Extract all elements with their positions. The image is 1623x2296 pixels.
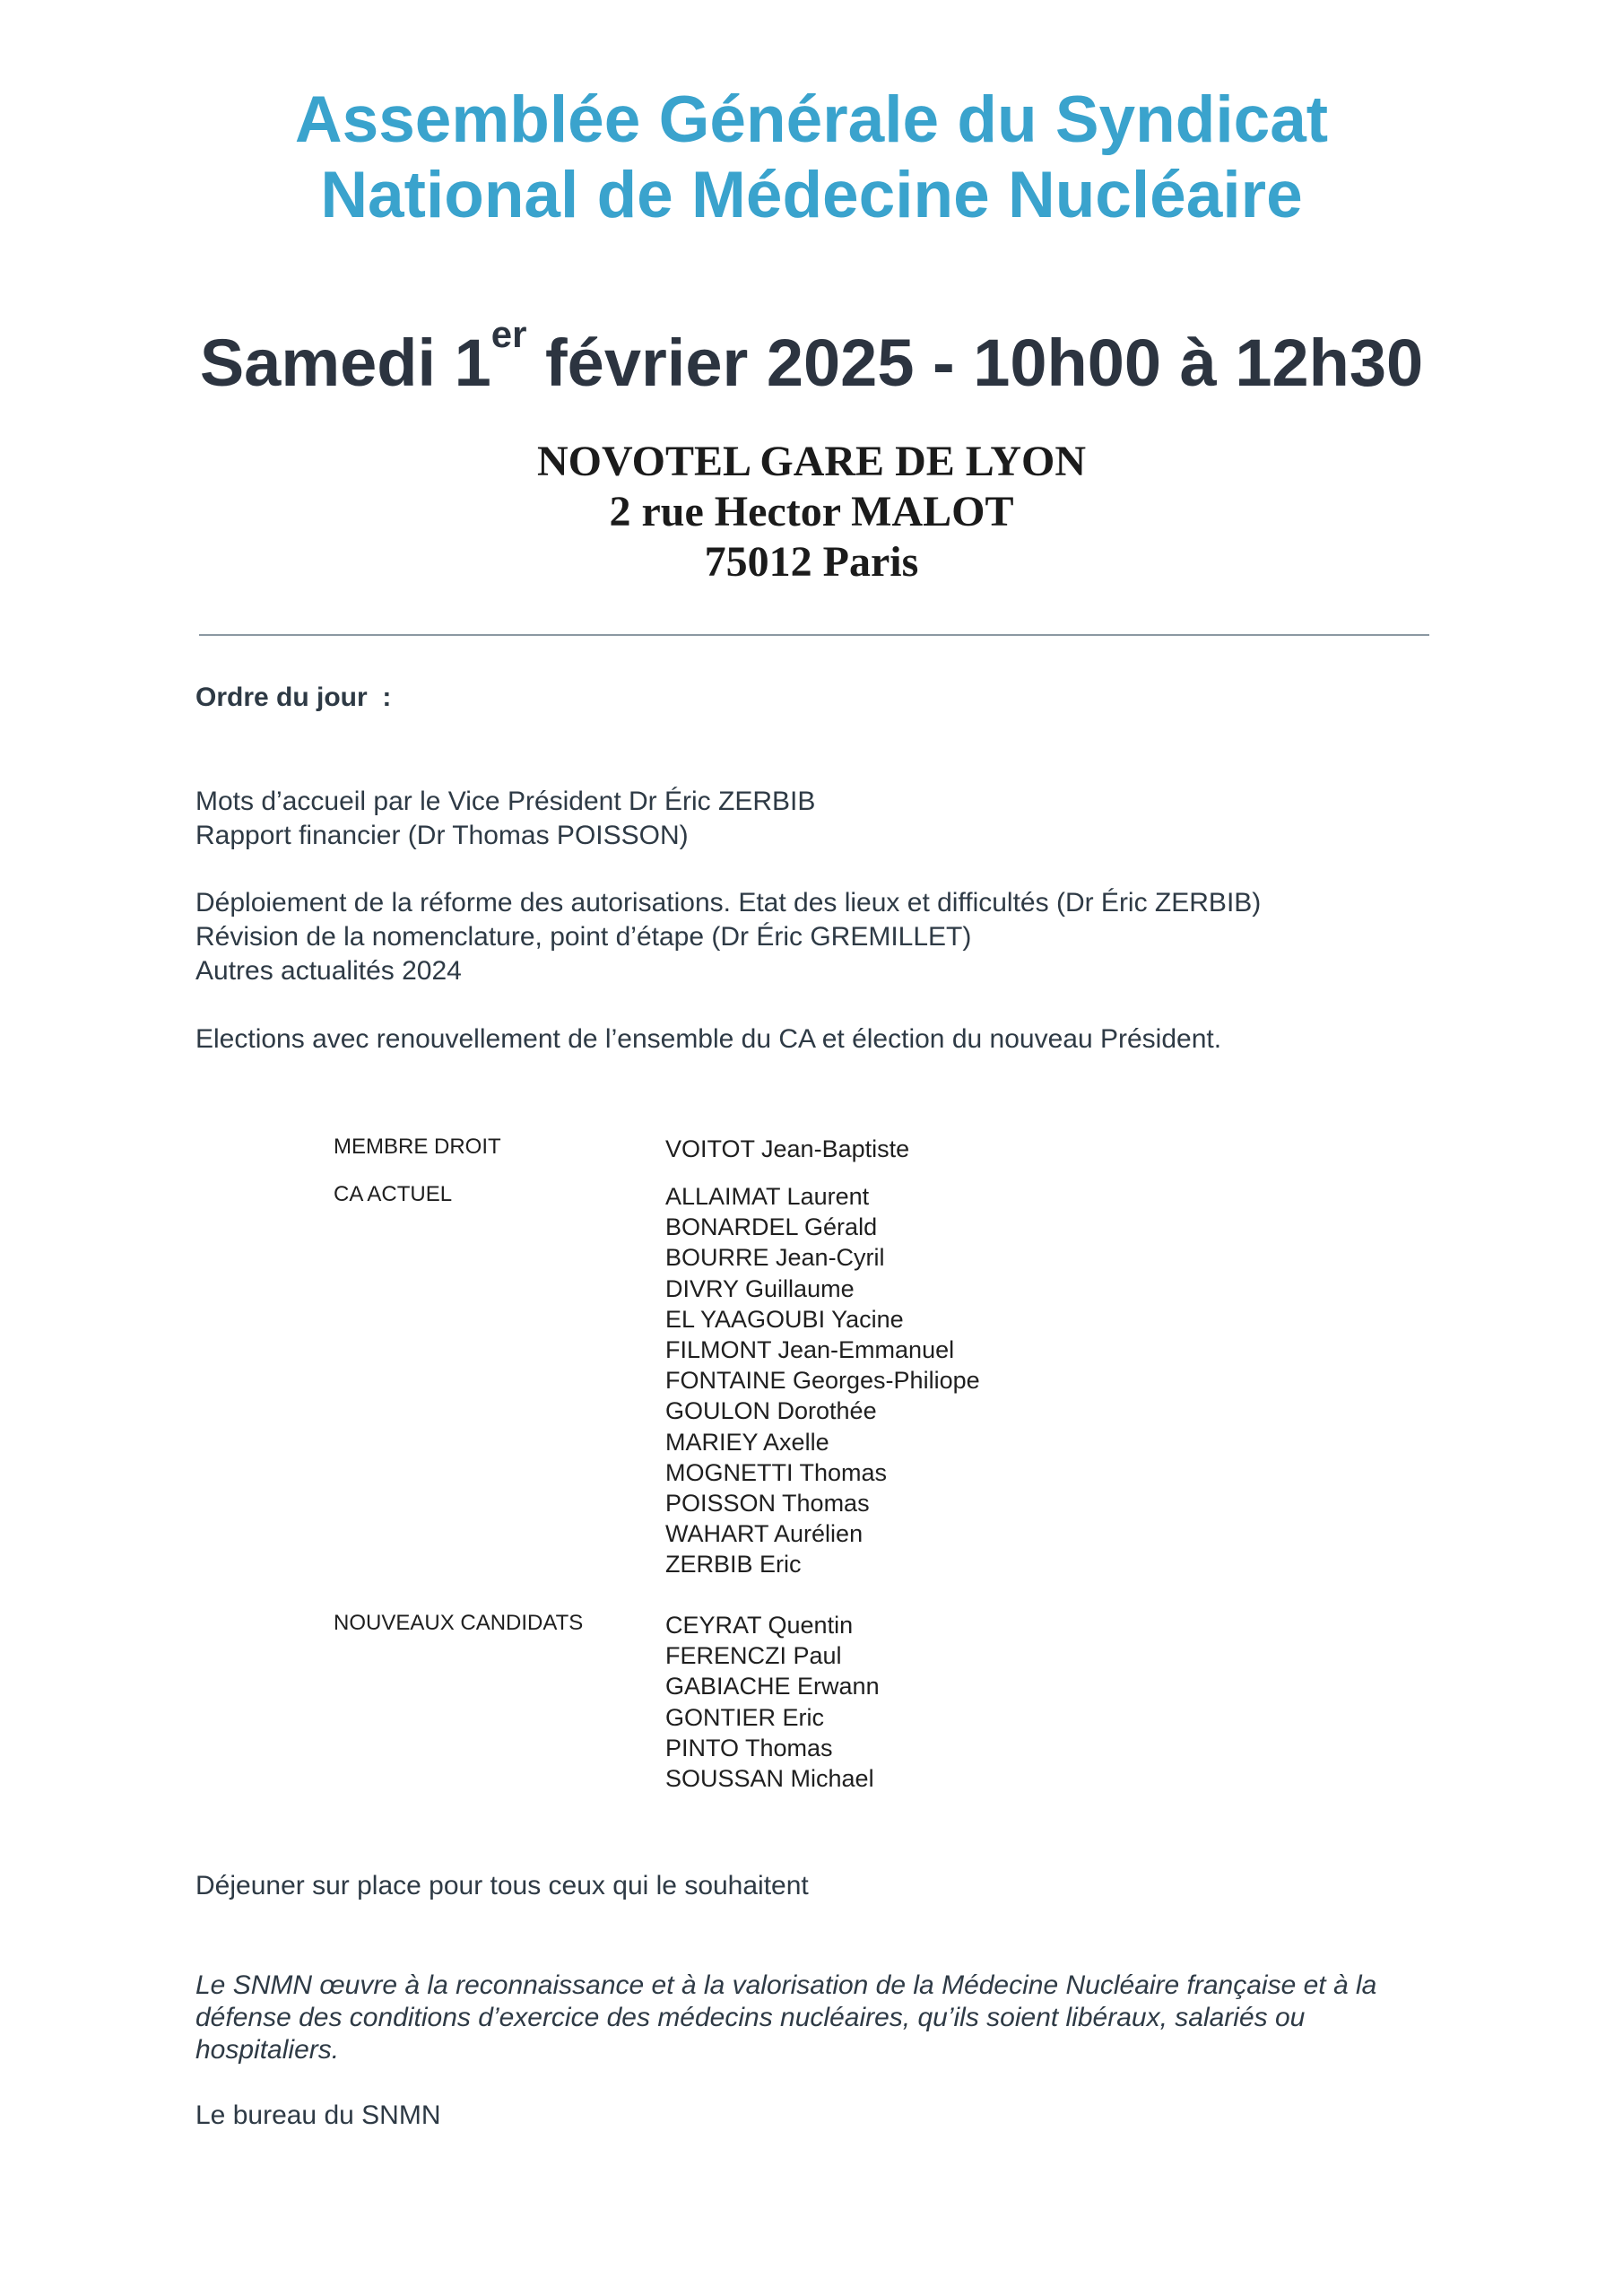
title-line-2: National de Médecine Nucléaire [320,159,1303,231]
member-name: VOITOT Jean-Baptiste [665,1135,910,1162]
member-name: PINTO Thomas [665,1734,833,1761]
member-name: ALLAIMAT Laurent [665,1183,870,1210]
agenda-item: Elections avec renouvellement de l’ensemble du CA et élection du nouveau Président. [195,1024,1222,1054]
agenda-item: Rapport financier (Dr Thomas POISSON) [195,821,689,850]
agenda-item: Mots d’accueil par le Vice Président Dr Éric ZERBIB [195,787,816,816]
signoff: Le bureau du SNMN [195,2100,441,2130]
member-name: FERENCZI Paul [665,1642,842,1670]
member-name: GONTIER Eric [665,1703,825,1731]
date-prefix: Samedi 1 [199,326,491,400]
ca-actuel-list [665,1181,980,1580]
member-name: MARIEY Axelle [665,1428,829,1456]
document-title [0,83,1623,233]
member-name: BOURRE Jean-Cyril [665,1244,885,1272]
mission-statement: Le SNMN œuvre à la reconnaissance et à la valorisation de la Médecine Nucléaire française et à la défense des conditions d’exercice des médecins nucléaires, qu’ils soient libéraux, salariés ou hospitaliers. [195,1970,1377,2065]
lunch-note: Déjeuner sur place pour tous ceux qui le souhaitent [195,1871,809,1900]
member-name: MOGNETTI Thomas [665,1458,888,1486]
venue-name: NOVOTEL GARE DE LYON [536,438,1087,485]
member-name: BONARDEL Gérald [665,1213,878,1241]
member-name: SOUSSAN Michael [665,1765,874,1793]
member-name: WAHART Aurélien [665,1520,864,1548]
agenda-group-elections [195,1022,1221,1057]
nouveaux-candidats-label: NOUVEAUX CANDIDATS [334,1611,584,1635]
member-name: FONTAINE Georges-Philiope [665,1367,980,1395]
venue-city: 75012 Paris [704,538,919,586]
agenda-heading: Ordre du jour : [195,683,392,712]
agenda-item: Déploiement de la réforme des autorisations. Etat des lieux et difficultés (Dr Éric ZERBIB) [195,888,1262,918]
nouveaux-candidats-list [665,1610,880,1794]
date-suffix: février 2025 - 10h00 à 12h30 [526,326,1424,400]
member-name: EL YAAGOUBI Yacine [665,1305,904,1333]
member-name: FILMONT Jean-Emmanuel [665,1336,955,1364]
membre-droit-label: MEMBRE DROIT [334,1135,501,1159]
agenda-item: Révision de la nomenclature, point d’étape (Dr Éric GREMILLET) [195,922,972,952]
venue-block [0,437,1623,587]
member-name: DIVRY Guillaume [665,1274,855,1302]
divider [199,634,1429,636]
agenda-group-intro [195,785,815,853]
member-name: GABIACHE Erwann [665,1673,880,1700]
ca-actuel-label: CA ACTUEL [334,1182,453,1206]
agenda-item: Autres actualités 2024 [195,956,462,986]
member-name: CEYRAT Quentin [665,1612,854,1639]
title-line-1: Assemblée Générale du Syndicat [294,83,1329,156]
agenda-group-topics [195,886,1261,988]
date-superscript: er [490,313,527,355]
venue-street: 2 rue Hector MALOT [609,488,1014,535]
member-name: POISSON Thomas [665,1490,870,1518]
member-name: GOULON Dorothée [665,1397,877,1425]
event-date [0,313,1623,404]
membre-droit-list [665,1134,909,1164]
member-name: ZERBIB Eric [665,1551,802,1578]
